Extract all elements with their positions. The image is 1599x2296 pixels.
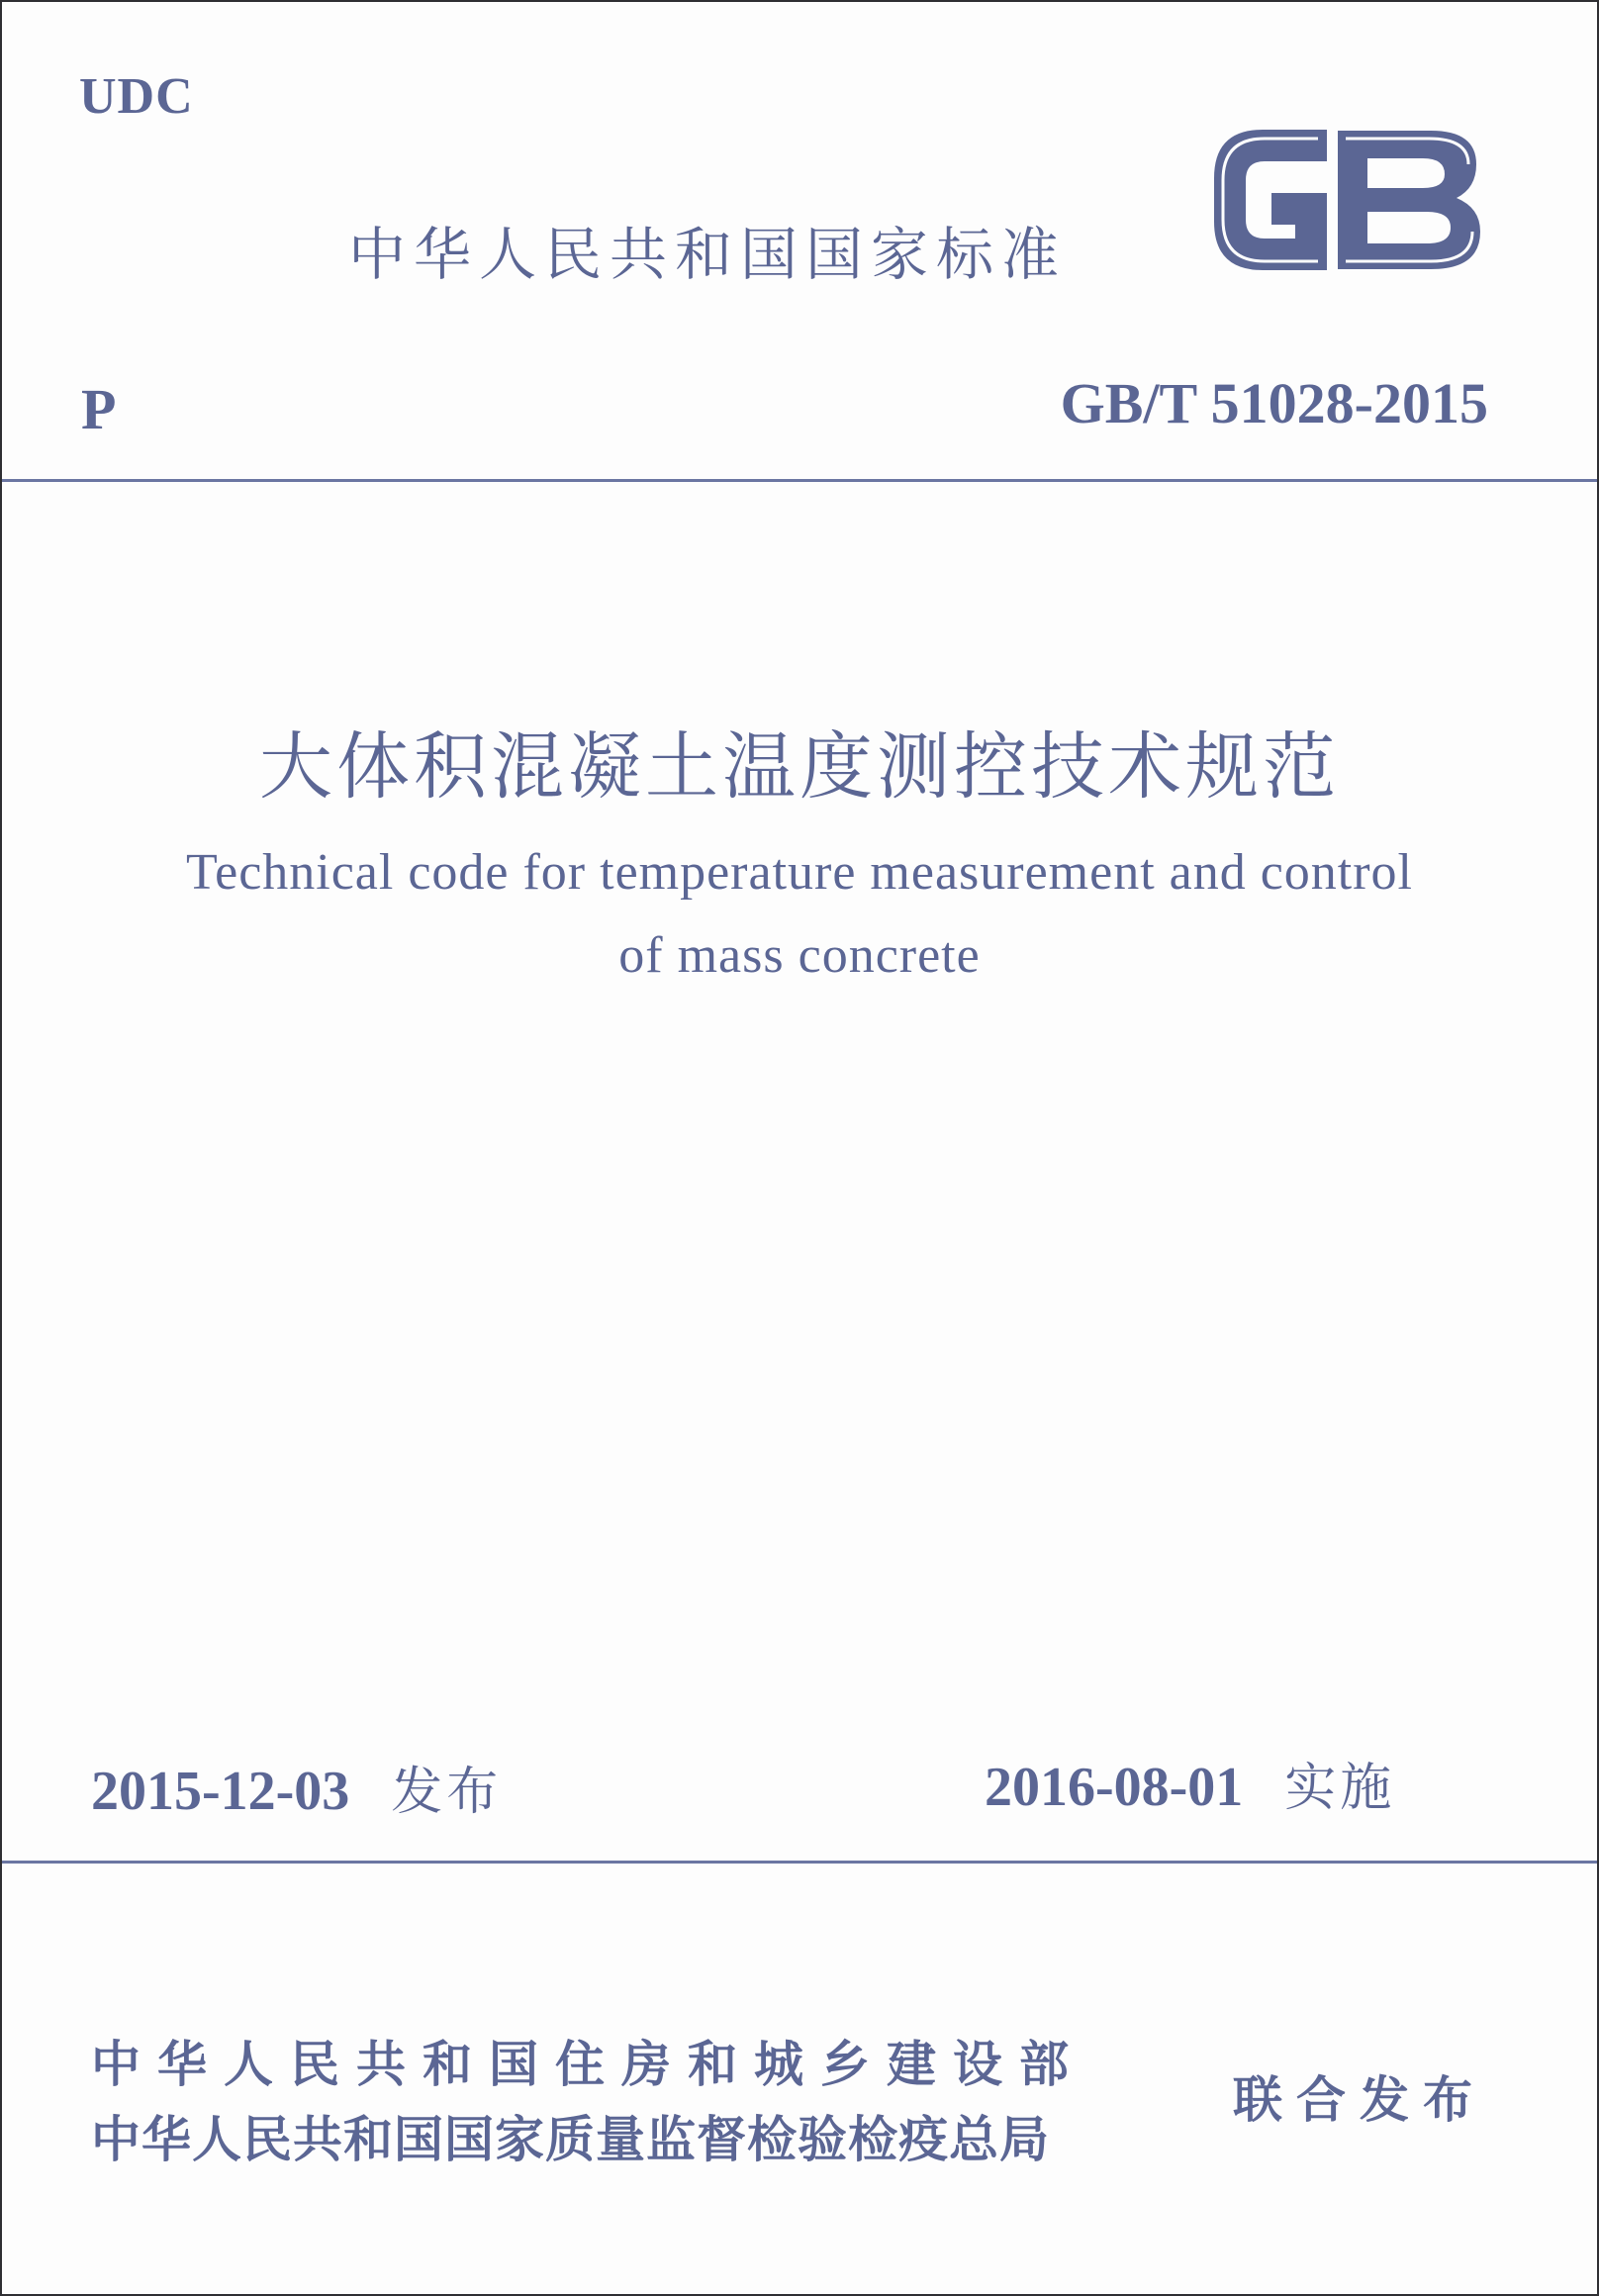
implement-label: 实施	[1284, 1759, 1396, 1818]
standard-number: GB/T 51028-2015	[1060, 371, 1488, 435]
publisher-ministry: 中华人民共和国住房和城乡建设部	[91, 2036, 1085, 2093]
title-chinese: 大体积混凝土温度测控技术规范	[259, 724, 1340, 810]
publisher-aqsiq: 中华人民共和国国家质量监督检验检疫总局	[91, 2111, 1050, 2168]
title-english-line2: of mass concrete	[618, 927, 981, 984]
bottom-divider	[2, 1861, 1597, 1864]
implement-date: 2016-08-01	[985, 1757, 1244, 1818]
top-divider	[2, 479, 1597, 482]
joint-publish-label: 联合发布	[1233, 2071, 1486, 2129]
title-english-line1: Technical code for temperature measurement and control	[185, 844, 1414, 901]
issue-date-block	[91, 1750, 502, 1824]
issue-date: 2015-12-03	[91, 1761, 350, 1822]
udc-code: UDC	[79, 68, 194, 125]
national-standard-heading: 中华人民共和国国家标准	[348, 221, 1068, 288]
issue-label: 发布	[391, 1763, 503, 1822]
gb-logo-icon	[1207, 125, 1488, 275]
category-letter: P	[81, 377, 117, 441]
implement-date-block	[985, 1746, 1395, 1820]
